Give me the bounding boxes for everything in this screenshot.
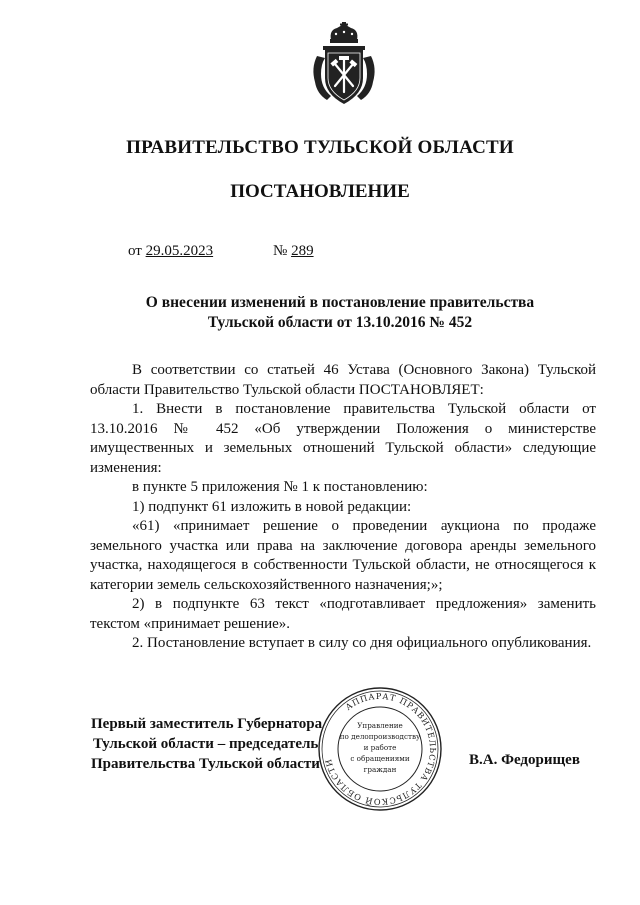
government-title: ПРАВИТЕЛЬСТВО ТУЛЬСКОЙ ОБЛАСТИ xyxy=(126,137,514,158)
subject-line-1: О внесении изменений в постановление правительства xyxy=(145,294,535,311)
position-line-1: Первый заместитель Губернатора xyxy=(91,716,323,732)
stamp-inner-line: с обращениями xyxy=(350,754,410,763)
document-date xyxy=(128,243,213,260)
position-line-3: Правительства Тульской области xyxy=(91,756,320,772)
position-line-2: Тульской области – председатель xyxy=(93,736,319,752)
body-paragraph: в пункте 5 приложения № 1 к постановлению: xyxy=(132,479,428,495)
coat-of-arms-icon xyxy=(309,22,379,108)
stamp-inner-line: и работе xyxy=(363,743,397,752)
subject-line-2: Тульской области от 13.10.2016 № 452 xyxy=(207,314,473,331)
document-number xyxy=(273,243,314,260)
body-paragraph: 1. Внести в постановление правительства Тульской области от 13.10.2016 № 452 «Об утверждении Положения о министерстве имущественных и земельных отношений Тульской области» следующие изменения: xyxy=(90,401,596,476)
body-paragraph: 1) подпункт 61 изложить в новой редакции: xyxy=(132,498,412,515)
number-value: 289 xyxy=(291,243,314,259)
date-value: 29.05.2023 xyxy=(145,243,214,259)
document-body xyxy=(90,361,596,654)
stamp-inner-line: Управление xyxy=(357,721,403,730)
document-subject xyxy=(0,293,640,333)
body-paragraph: «61) «принимает решение о проведении аукциона по продаже земельного участка или права на заключение договора аренды земельного участка, находящегося в собственности Тульской области, не относящегося к категории земель сельскохозяйственного назначения;»; xyxy=(90,518,596,593)
body-paragraph: 2) в подпункте 63 текст «подготавливает предложения» заменить текстом «принимает решение». xyxy=(90,596,596,632)
official-stamp xyxy=(317,686,443,812)
document-type: ПОСТАНОВЛЕНИЕ xyxy=(230,181,410,202)
stamp-inner-line: граждан xyxy=(363,765,397,774)
body-paragraph: 2. Постановление вступает в силу со дня официального опубликования. xyxy=(132,635,592,651)
body-paragraph: В соответствии со статьей 46 Устава (Основного Закона) Тульской области Правительство Тульской области ПОСТАНОВЛЯЕТ: xyxy=(90,362,596,398)
stamp-outer-text: АППАРАТ ПРАВИТЕЛЬСТВА ТУЛЬСКОЙ ОБЛАСТИ xyxy=(322,690,439,808)
date-prefix: от xyxy=(128,243,142,259)
signer-name: В.А. Федорищев xyxy=(469,752,580,768)
signatory-position xyxy=(91,714,322,774)
stamp-inner-line: по делопроизводству xyxy=(339,732,421,741)
number-prefix: № xyxy=(273,243,288,259)
